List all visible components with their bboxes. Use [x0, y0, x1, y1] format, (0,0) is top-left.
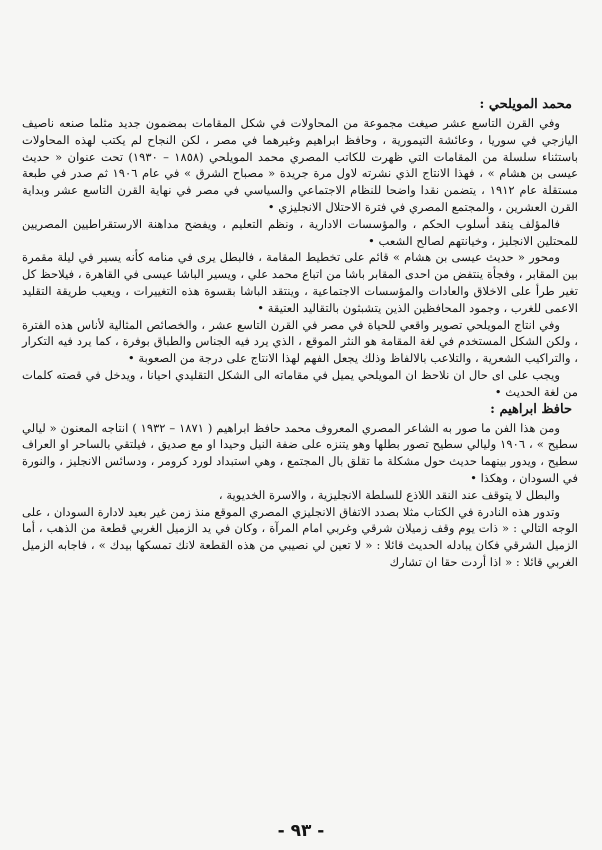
section-heading-muwaylihi: محمد المويلحي :: [479, 97, 572, 112]
paragraph: ومن هذا الفن ما صور به الشاعر المصري المعروف محمد حافظ ابراهيم ( ١٨٧١ – ١٩٣٢ ) انتاجه المعنون « ليالي سطيح » ، ١٩٠٦ وليالي سطيح تصور بطلها وهو يتنزه على ضفة النيل وحيدا او مع صديق ، فيلتقي بالساحر او العراف سطيح ، ويدور بينهما حديث حول مشكلة ما تقلق بال المجتمع ، وهي استبداد لورد كرومر ، ودسائس الانجليز ، والنورة في السودان ، وهكذا •: [22, 420, 578, 485]
paragraph: والبطل لا يتوقف عند النقد اللاذع للسلطة الانجليزية ، والاسرة الخديوية ،: [218, 487, 560, 502]
paragraph: وتدور هذه النادرة في الكتاب مثلا بصدد الاتفاق الانجليزي المصري الموقع منذ زمن غير بعيد لادارة السودان ، على الوجه التالي : « ذات يوم وقف زميلان شرقي وغربي امام المرآة ، وكان في يد الزميل الغربي قطعة من الذهب ، أما الزميل الشرقي فكان يبادله الحديث قائلا : « لا تعين لي نصيبي من هذه القطعة لانك تمسكها بيدك » ، فاجابه الزميل الغربي قائلا : « اذا أردت حقا ان تشارك: [22, 504, 578, 569]
paragraph: ويجب على اى حال ان نلاحظ ان المويلحي يميل في مقاماته الى الشكل التقليدي احيانا ، ويدخل في قصته كلمات من لغة الحديث •: [22, 367, 578, 399]
section-heading-hafez: حافظ ابراهيم :: [490, 401, 572, 417]
paragraph: وفي انتاج المويلحي تصوير واقعي للحياة في مصر في القرن التاسع عشر ، والخصائص المثالية لأناس هذه الفترة ، ولكن الشكل المستخدم في لغة المقامة هو النثر الموقع ، الذي يرد فيه الجناس والطباق بوفرة ، كما يرد فيه التكرار ، والتراكيب الشعرية ، والتلاعب بالالفاظ وذلك يجعل الفهم لهذا الانتاج على درجة من الصعوبة •: [22, 317, 578, 366]
paragraph: فالمؤلف ينقد أسلوب الحكم ، والمؤسسات الادارية ، ونظم التعليم ، ويفضح مداهنة الارستقراطيين المصريين للمحتلين الانجليز ، وخيانتهم لصالح الشعب •: [22, 216, 578, 248]
document-page: [22, 96, 578, 571]
page-number: - ٩٣ -: [277, 821, 325, 841]
paragraph: وفي القرن التاسع عشر صيغت مجموعة من المحاولات في شكل المقامات بمضمون جديد مثلما صنعه ناصيف اليازجي في سوريا ، وعائشة التيمورية ، وحافظ ابراهيم وغيرهما في مصر ، لكن النجاح لم يكتب لهذه المحاولات باستثناء سلسلة من المقامات التي ظهرت للكاتب المصري محمد المويلحي (١٨٥٨ – ١٩٣٠) تحت عنوان « حديث عيسى بن هشام » ، فهذا الانتاج الذي نشرته لاول مرة جريدة « مصباح الشرق » في عام ١٩٠٦ ثم صدر في طبعة مستقلة عام ١٩١٢ ، يتضمن نقدا واضحا للنظام الاجتماعي والسياسي في مصر في نهاية القرن التاسع عشر وبداية القرن العشرين ، والمجتمع المصري في فترة الاحتلال الانجليزي •: [22, 116, 578, 214]
paragraph: ومحور « حديث عيسى بن هشام » قائم على تخطيط المقامة ، فالبطل يرى في منامه كأنه يسير في ليلة مقمرة بين المقابر ، وفجأة ينتفض من احدى المقابر باشا من اتباع محمد علي ، ويسير الباشا عيسى في القاهرة ، فيلاحظ كل تغير طرأ على الاخلاق والعادات والمؤسسات الاجتماعية ، وينتقد الباشا بقسوة هذه التغييرات ، ويعيب طريقة التقليد الاعمى للغرب ، وجمود المحافظين الذين يتشبثون بالتقاليد العتيقة •: [22, 250, 578, 315]
